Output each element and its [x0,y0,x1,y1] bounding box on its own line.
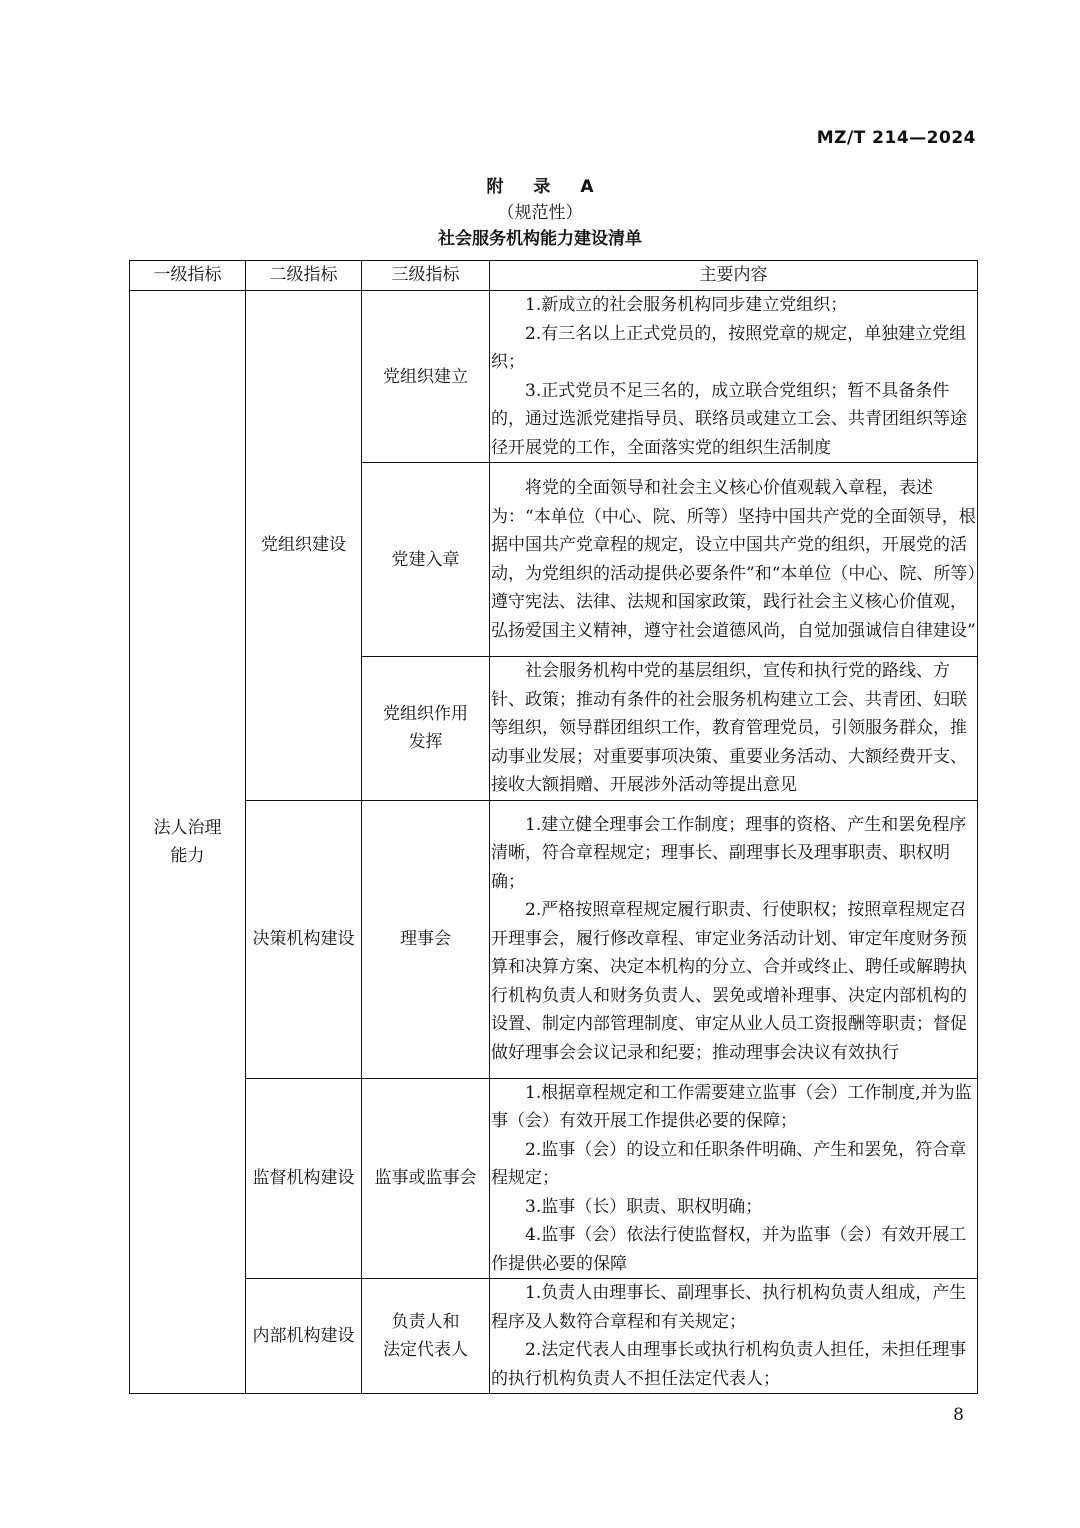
level3-cell [362,1279,490,1394]
content-cell [490,800,978,1078]
column-header-level1: 一级指标 [130,261,246,291]
column-header-level2: 二级指标 [246,261,362,291]
table-header-row [130,261,978,291]
content-paragraph: 社会服务机构中党的基层组织，宣传和执行党的路线、方针、政策；推动有条件的社会服务机构建立工会、共青团、妇联等组织，领导群团组织工作，教育管理党员，引领服务群众，推动事业发展；对重要事项决策、重要业务活动、大额经费开支、接收大额捐赠、开展涉外活动等提出意见 [491,661,967,795]
content-paragraph: 3.正式党员不足三名的，成立联合党组织；暂不具备条件的，通过选派党建指导员、联络员或建立工会、共青团组织等途径开展党的工作，全面落实党的组织生活制度 [491,380,967,458]
content-paragraph: 3.监事（长）职责、职权明确； [525,1196,763,1217]
level3-cell [362,1078,490,1279]
appendix-nature: （规范性） [497,203,583,223]
level2-internal-cell [246,1279,362,1394]
page-number: 8 [953,1405,964,1425]
content-paragraph: 1.根据章程规定和工作需要建立监事（会）工作制度,并为监事（会）有效开展工作提供必要的保障； [491,1082,972,1131]
table-row [130,1078,978,1279]
level2-internal-label: 内部机构建设 [252,1326,355,1346]
level3-label-line2: 发挥 [408,732,443,753]
level2-decision-cell [246,800,362,1078]
level1-cell [130,291,246,1394]
appendix-label: 附 录 A [486,177,606,197]
content-paragraph: 将党的全面领导和社会主义核心价值观载入章程，表述为：“本单位（中心、院、所等）坚持中国共产党的全面领导，根据中国共产党章程的规定，设立中国共产党的组织，开展党的活动，为党组织的活动提供必要条件”和“本单位（中心、院、所等）遵守宪法、法律、法规和国家政策，践行社会主义核心价值观，弘扬爱国主义精神，遵守社会道德风尚，自觉加强诚信自律建设” [491,478,976,641]
level3-label-line2: 法定代表人 [383,1340,468,1360]
column-header-level3: 三级指标 [362,261,490,291]
level3-label: 党建入章 [391,549,460,570]
table-row [130,291,978,463]
content-paragraph: 4.监事（会）依法行使监督权，并为监事（会）有效开展工作提供必要的保障 [491,1225,967,1274]
level3-label-line1: 党组织作用 [383,704,468,725]
level3-cell [362,657,490,801]
content-paragraph: 1.新成立的社会服务机构同步建立党组织； [525,295,848,315]
capability-checklist-table [129,260,978,1394]
level3-cell [362,291,490,463]
standard-code: MZ/T 214—2024 [816,128,976,148]
level2-supervision-cell [246,1078,362,1279]
level3-cell [362,800,490,1078]
table-row [130,800,978,1078]
table-row [130,1279,978,1394]
column-header-content: 主要内容 [490,261,978,291]
level3-label: 党组织建立 [383,366,468,387]
content-cell [490,1078,978,1279]
content-paragraph: 1.建立健全理事会工作制度；理事的资格、产生和罢免程序清晰，符合章程规定；理事长、副理事长及理事职责、职权明确； [491,814,967,892]
level1-line2: 能力 [170,846,205,866]
content-cell [490,291,978,463]
level3-label: 监事或监事会 [374,1168,477,1189]
level3-label: 理事会 [400,929,451,949]
content-cell [490,1279,978,1394]
content-paragraph: 2.严格按照章程规定履行职责、行使职权；按照章程规定召开理事会，履行修改章程、审定业务活动计划、审定年度财务预算和决算方案、决定本机构的分立、合并或终止、聘任或解聘执行机构负责人和财务负责人、罢免或增补理事、决定内部机构的设置、制定内部管理制度、审定从业人员工资报酬等职责；督促做好理事会会议记录和纪要；推动理事会决议有效执行 [491,900,967,1063]
content-paragraph: 2.法定代表人由理事长或执行机构负责人担任，未担任理事的执行机构负责人不担任法定代表人； [491,1340,967,1389]
content-paragraph: 2.监事（会）的设立和任职条件明确、产生和罢免，符合章程规定； [491,1139,967,1188]
appendix-title: 社会服务机构能力建设清单 [438,229,642,249]
level2-party-label: 党组织建设 [261,535,346,556]
content-paragraph: 2.有三名以上正式党员的，按照党章的规定，单独建立党组织； [491,323,967,372]
level1-line1: 法人治理 [153,818,222,838]
level3-label-line1: 负责人和 [391,1312,460,1332]
level2-supervision-label: 监督机构建设 [252,1168,355,1189]
level2-party-cell [246,291,362,801]
content-cell [490,463,978,657]
content-cell [490,657,978,801]
level3-cell [362,463,490,657]
content-paragraph: 1.负责人由理事长、副理事长、执行机构负责人组成，产生程序及人数符合章程和有关规定； [491,1283,967,1332]
level2-decision-label: 决策机构建设 [252,929,355,949]
